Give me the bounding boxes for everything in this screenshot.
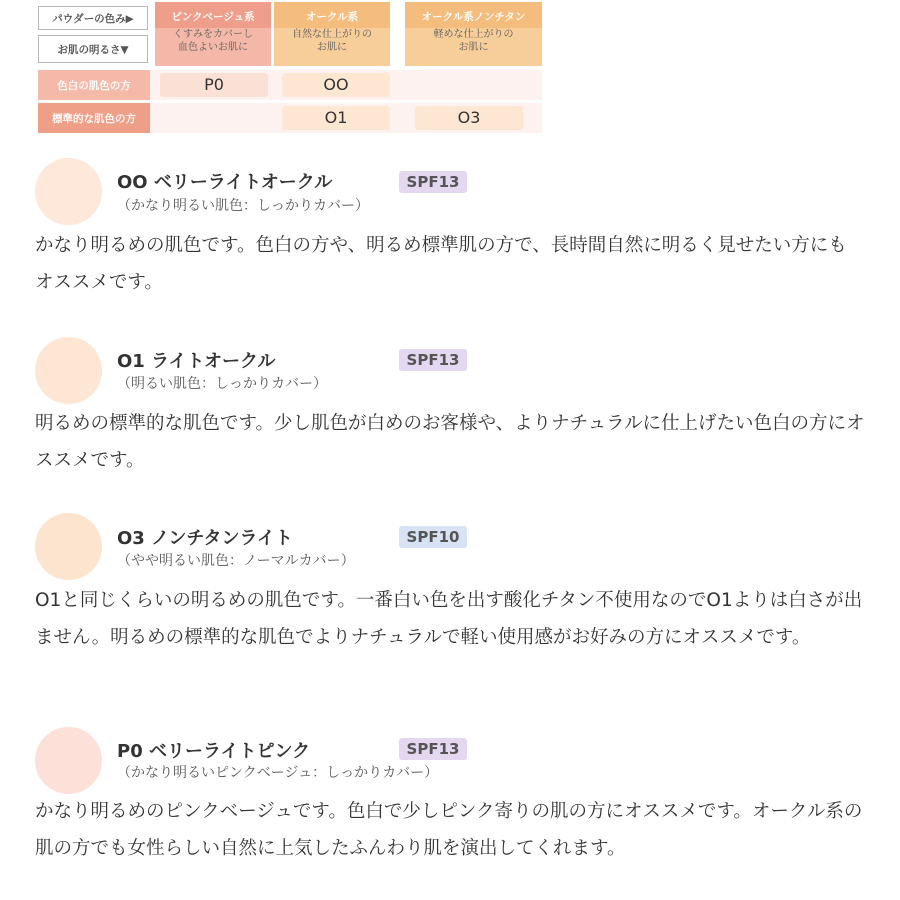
spf-badge: SPF13 [399, 349, 467, 371]
spf-badge: SPF10 [399, 526, 467, 548]
column-title: オークル系 [305, 11, 359, 23]
column-desc: 自然な仕上がりの お肌に [292, 29, 372, 53]
product-name: OO ベリーライトオークル [117, 172, 333, 193]
product-name: P0 ベリーライトピンク [117, 741, 311, 762]
column-title: ピンクベージュ系 [171, 11, 255, 23]
column-pink-beige [155, 2, 271, 66]
shade-chart [38, 2, 542, 134]
product-description: O1と同じくらいの明るめの肌色です。一番白い色を出す酸化チタン不使用なのでO1よりは白さが出ません。明るめの標準的な肌色でよりナチュラルで軽い使用感がお好みの方にオススメです。 [35, 590, 863, 648]
shade-chip-p0: P0 [160, 73, 268, 97]
product-description: かなり明るめの肌色です。色白の方や、明るめ標準肌の方で、長時間自然に明るく見せたい方にもオススメです。 [35, 235, 847, 293]
column-desc: くすみをカバーし 血色よいお肌に [173, 29, 253, 53]
product-name: O3 ノンチタンライト [117, 528, 293, 549]
product-subtitle: （かなり明るい肌色：しっかりカバー） [117, 198, 369, 214]
column-ochre [274, 2, 390, 66]
color-swatch [35, 513, 102, 580]
product-description: 明るめの標準的な肌色です。少し肌色が白めのお客様や、よりナチュラルに仕上げたい色白の方にオススメです。 [35, 413, 865, 471]
shade-chip-oo: OO [282, 73, 390, 97]
color-swatch [35, 727, 102, 794]
column-title: オークル系ノンチタン [421, 11, 526, 23]
shade-chip-o3: O3 [415, 106, 523, 130]
product-subtitle: （明るい肌色：しっかりカバー） [117, 376, 327, 392]
skin-brightness-label: お肌の明るさ▼ [38, 35, 148, 63]
spf-badge: SPF13 [399, 738, 467, 760]
product-subtitle: （やや明るい肌色：ノーマルカバー） [117, 553, 355, 569]
shade-chip-o1: O1 [282, 106, 390, 130]
powder-tone-label: パウダーの色み▶ [38, 6, 148, 30]
column-ochre-non-titanium [405, 2, 542, 66]
color-swatch [35, 158, 102, 225]
product-subtitle: （かなり明るいピンクベージュ：しっかりカバー） [117, 765, 439, 781]
column-desc: 軽めな仕上がりの お肌に [433, 29, 514, 53]
row-label-standard: 標準的な肌色の方 [38, 103, 150, 133]
spf-badge: SPF13 [399, 171, 467, 193]
product-name: O1 ライトオークル [117, 351, 276, 372]
row-label-fair: 色白の肌色の方 [38, 70, 150, 100]
product-description: かなり明るめのピンクベージュです。色白で少しピンク寄りの肌の方にオススメです。オークル系の肌の方でも女性らしい自然に上気したふんわり肌を演出してくれます。 [35, 801, 863, 859]
color-swatch [35, 337, 102, 404]
